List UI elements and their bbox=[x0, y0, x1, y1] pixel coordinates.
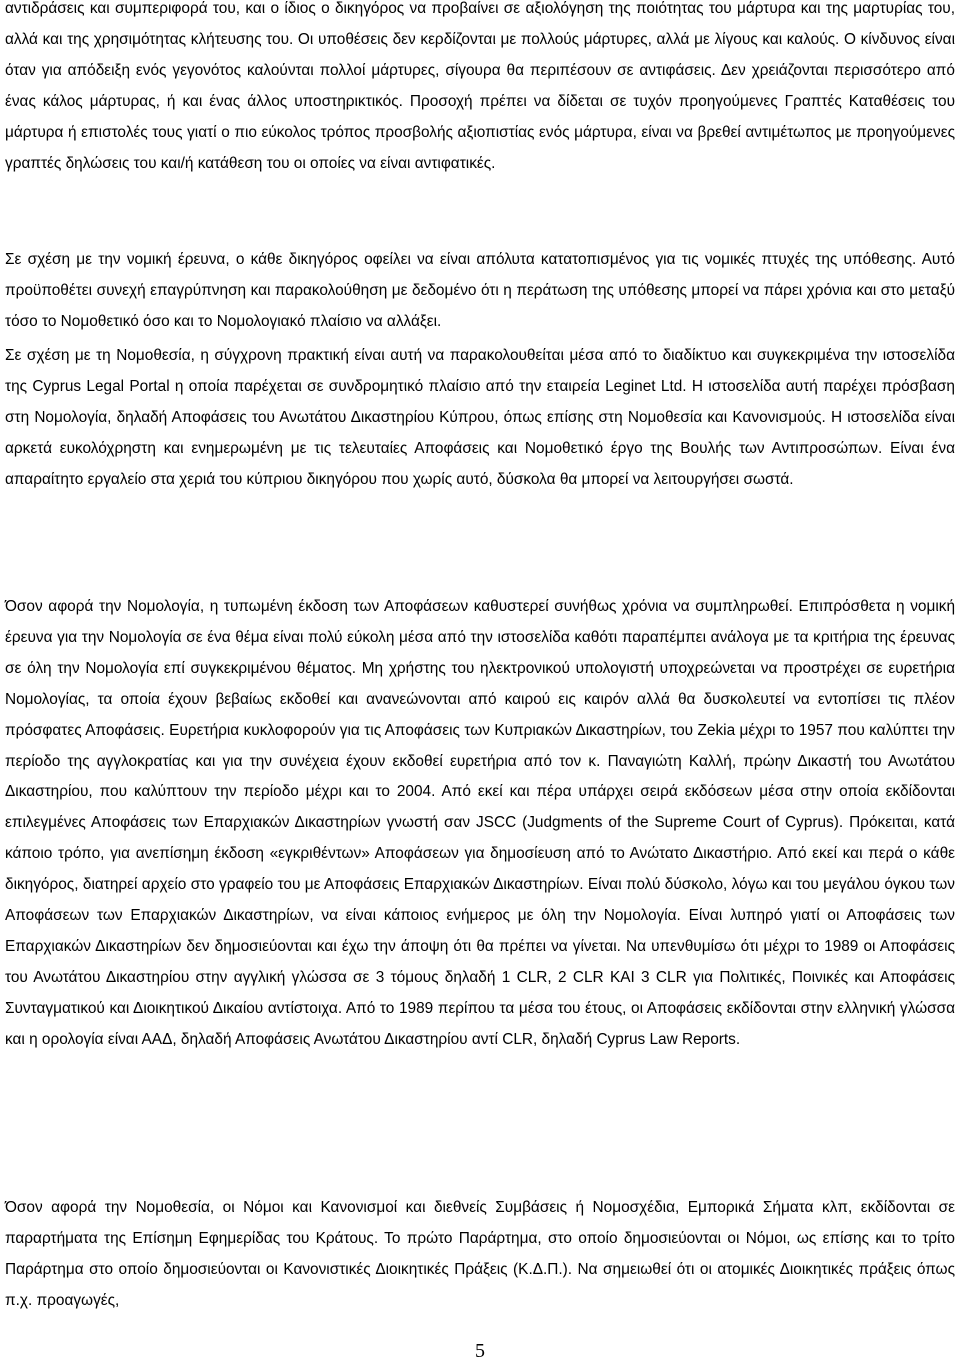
body-paragraph-1: αντιδράσεις και συμπεριφορά του, και ο ίδιος ο δικηγόρος να προβαίνει σε αξιολόγηση της ποιότητας του μάρτυρα και της μαρτυρίας του, αλλά και της χρησιμότητας κλήτευσης του. Οι υποθέσεις δεν κερδίζονται με πολλούς μάρτυρες, αλλά με λίγους και καλούς. Ο κίνδυνος είναι όταν για απόδειξη ενός γεγονότος καλούνται πολλοί μάρτυρες, σίγουρα θα περιπέσουν σε αντιφάσεις. Δεν χρειάζονται περισσότερο από ένας κάλος μάρτυρας, ή και ένας άλλος υποστηρικτικός. Προσοχή πρέπει να δίδεται σε τυχόν προηγούμενες Γραπτές Καταθέσεις του μάρτυρα ή επιστολές τους γιατί ο πιο εύκολος τρόπος προσβολής αξιοπιστίας ενός μάρτυρα, είναι να βρεθεί αντιμέτωπος με προηγούμενες γραπτές δηλώσεις του και/ή κατάθεση του οι οποίες να είναι αντιφατικές. bbox=[5, 0, 955, 172]
page-number: 5 bbox=[475, 1340, 485, 1362]
document-page bbox=[5, 0, 955, 1364]
body-paragraph-5: Όσον αφορά την Νομοθεσία, οι Νόμοι και Κανονισμοί και διεθνείς Συμβάσεις ή Νομοσχέδια, Εμπορικά Σήματα κλπ, εκδίδονται σε παραρτήματα της Επίσημη Εφημερίδας του Κράτους. Το πρώτο Παράρτημα, στο οποίο δημοσιεύονται οι Νόμοι, ως επίσης και το τρίτο Παράρτημα στο οποίο δημοσιεύονται οι Κανονιστικές Διοικητικές Πράξεις (Κ.Δ.Π.). Να σημειωθεί ότι οι ατομικές Διοικητικές πράξεις όπως π.χ. προαγωγές, bbox=[5, 1199, 955, 1309]
body-paragraph-4: Όσον αφορά την Νομολογία, η τυπωμένη έκδοση των Αποφάσεων καθυστερεί συνήθως χρόνια να συμπληρωθεί. Επιπρόσθετα η νομική έρευνα για την Νομολογία σε ένα θέμα είναι πολύ εύκολη μέσα από την ιστοσελίδα καθότι παραπέμπει ανάλογα με τα κριτήρια της έρευνας σε όλη την Νομολογία επί συγκεκριμένου θέματος. Μη χρήστης του ηλεκτρονικού υπολογιστή υποχρεώνεται να προστρέχει σε ευρετήρια Νομολογίας, τα οποία έχουν βεβαίως εκδοθεί και ανανεώνονται από καιρού εις καιρόν αλλά θα δυσκολευτεί να εντοπίσει τις πλέον πρόσφατες Αποφάσεις. Ευρετήρια κυκλοφορούν για τις Αποφάσεις των Κυπριακών Δικαστηρίων, του Zekia μέχρι το 1957 που καλύπτει την περίοδο της αγγλοκρατίας και για την συνέχεια έχουν εκδοθεί ευρετήρια από τον κ. Παναγιώτη Καλλή, πρώην Δικαστή του Ανωτάτου Δικαστηρίου, που καλύπτουν την περίοδο μέχρι και το 2004. Από εκεί και πέρα υπάρχει σειρά εκδόσεων μέσα στην οποία εκδίδονται επιλεγμένες Αποφάσεις των Επαρχιακών Δικαστηρίων γνωστή σαν JSCC (Judgments of the Supreme Court of Cyprus). Πρόκειται, κατά κάποιο τρόπο, για ανεπίσημη έκδοση «εγκριθέντων» Αποφάσεων για δημοσίευση από το Ανώτατο Δικαστήριο. Από εκεί και περά ο κάθε δικηγόρος, διατηρεί αρχείο στο γραφείο του με Αποφάσεις Επαρχιακών Δικαστηρίων. Είναι πολύ δύσκολο, λόγω και του μεγάλου όγκου των Αποφάσεων των Επαρχιακών Δικαστηρίων, να είναι κάποιος ενήμερος με όλη την Νομολογία. Είναι λυπηρό γιατί οι Αποφάσεις των Επαρχιακών Δικαστηρίων δεν δημοσιεύονται και έχω την άποψη ότι θα πρέπει να γίνεται. Να υπενθυμίσω ότι μέχρι το 1989 οι Αποφάσεις του Ανωτάτου Δικαστηρίου στην αγγλική γλώσσα σε 3 τόμους δηλαδή 1 CLR, 2 CLR KAI 3 CLR για Πολιτικές, Ποινικές και Αποφάσεις Συνταγματικού και Διοικητικού Δικαίου αντίστοιχα. Από το 1989 περίπου τα μέσα του έτους, οι Αποφάσεις εκδίδονται στην ελληνική γλώσσα και η ορολογία είναι ΑΑΔ, δηλαδή Αποφάσεις Ανωτάτου Δικαστηρίου αντί CLR, δηλαδή Cyprus Law Reports. bbox=[5, 598, 955, 1048]
body-paragraph-2: Σε σχέση με την νομική έρευνα, ο κάθε δικηγόρος οφείλει να είναι απόλυτα κατατοπισμένος για τις νομικές πτυχές της υπόθεσης. Αυτό προϋποθέτει συνεχή επαγρύπνηση και παρακολούθηση με δεδομένο ότι η περάτωση της υπόθεσης μπορεί να πάρει χρόνια και στο μεταξύ τόσο το Νομοθετικό όσο και το Νομολογιακό πλαίσιο να αλλάξει. bbox=[5, 251, 955, 330]
body-paragraph-3: Σε σχέση με τη Νομοθεσία, η σύγχρονη πρακτική είναι αυτή να παρακολουθείται μέσα από το διαδίκτυο και συγκεκριμένα την ιστοσελίδα της Cyprus Legal Portal η οποία παρέχεται σε συνδρομητικό πλαίσιο από την εταιρεία Leginet Ltd. Η ιστοσελίδα αυτή παρέχει πρόσβαση στη Νομολογία, δηλαδή Αποφάσεις του Ανωτάτου Δικαστηρίου Κύπρου, όπως επίσης στη Νομοθεσία και Κανονισμούς. Η ιστοσελίδα είναι αρκετά ευκολόχρηστη και ενημερωμένη με τις τελευταίες Αποφάσεις και Νομοθετικό έργο της Βουλής των Αντιπροσώπων. Είναι ένα απαραίτητο εργαλείο στα χεριά του κύπριου δικηγόρου που χωρίς αυτό, δύσκολα θα μπορεί να λειτουργήσει σωστά. bbox=[5, 347, 955, 488]
